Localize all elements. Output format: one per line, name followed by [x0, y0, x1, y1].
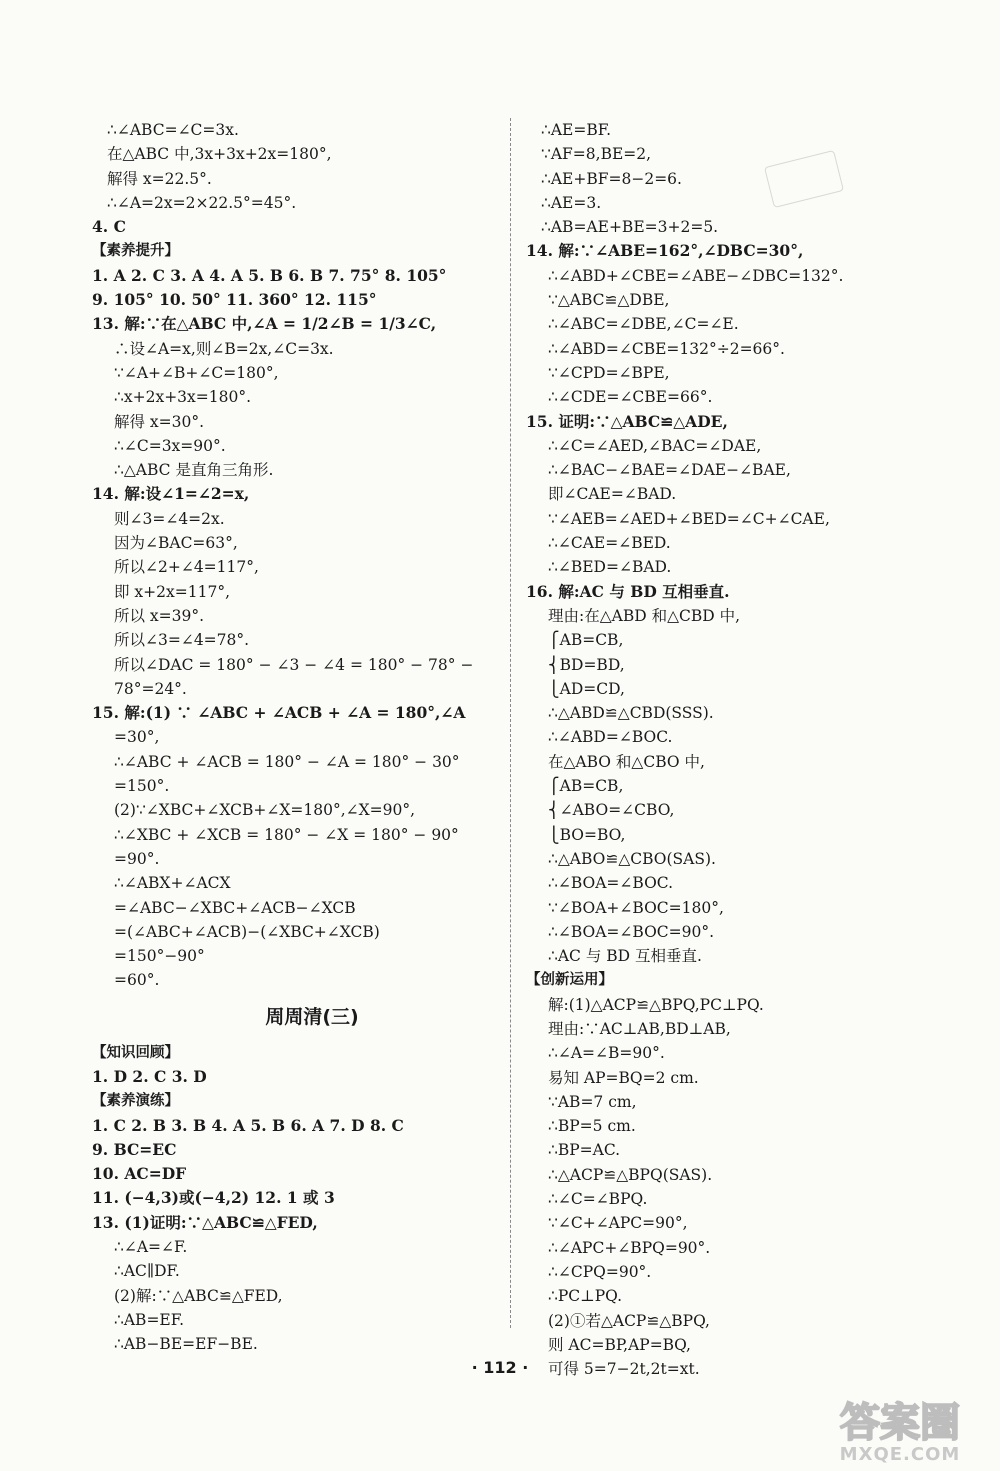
answer-line: ∴△ABO≌△CBO(SAS).: [548, 849, 716, 868]
answer-line: ∴△ABD≌△CBD(SSS).: [548, 704, 714, 723]
answer-line: ∴AC 与 BD 互相垂直.: [548, 947, 702, 966]
answer-line: ∴∠ABC + ∠ACB = 180° − ∠A = 180° − 30°: [114, 752, 460, 771]
answer-line: 15. 解:(1) ∵ ∠ABC + ∠ACB + ∠A = 180°,∠A: [92, 703, 466, 723]
answer-line: ∴∠CAE=∠BED.: [548, 534, 671, 553]
answer-line: 【素养提升】: [92, 243, 179, 260]
answer-line: 【素养演练】: [92, 1093, 179, 1110]
answer-line: 所以∠2+∠4=117°,: [114, 558, 259, 577]
answer-line: ∴∠ABC=∠C=3x.: [107, 121, 239, 139]
answer-line: ∵∠AEB=∠AED+∠BED=∠C+∠CAE,: [548, 509, 830, 528]
answer-line: 理由:在△ABD 和△CBD 中,: [548, 606, 741, 625]
answer-line: ⎧AB=CB,: [548, 631, 624, 650]
answer-line: (2)∵∠XBC+∠XCB+∠X=180°,∠X=90°,: [114, 801, 416, 820]
answer-line: ⎩AD=CD,: [548, 679, 625, 698]
answer-line: 14. 解:∵∠ABE=162°,∠DBC=30°,: [526, 241, 804, 261]
watermark-url: MXQE.COM: [839, 1444, 961, 1465]
answer-line: ∴∠BED=∠BAD.: [548, 558, 672, 577]
answer-line: ∴AE=BF.: [541, 121, 612, 139]
answer-line: ∴BP=5 cm.: [548, 1117, 636, 1136]
answer-line: ∴∠C=∠BPQ.: [548, 1190, 648, 1209]
answer-line: =90°.: [114, 849, 160, 868]
answer-line: ∴AE+BF=8−2=6.: [541, 169, 682, 188]
answer-line: ∴∠CDE=∠CBE=66°.: [548, 388, 713, 407]
left-column: [92, 118, 492, 1357]
answer-line: ∴∠BAC−∠BAE=∠DAE−∠BAE,: [548, 461, 791, 480]
answer-line: 即 x+2x=117°,: [114, 582, 231, 601]
left-answer-block: [92, 118, 492, 993]
answer-line: ⎨BD=BD,: [548, 655, 625, 674]
answer-line: ∵∠CPD=∠BPE,: [548, 363, 670, 382]
answer-line: ⎩BO=BO,: [548, 825, 626, 844]
answer-line: ∴∠BOA=∠BOC.: [548, 874, 674, 893]
answer-line: ∴∠ABC=∠DBE,∠C=∠E.: [548, 315, 739, 334]
answer-line: =(∠ABC+∠ACB)−(∠XBC+∠XCB): [114, 922, 380, 941]
answer-line: 13. 解:∵在△ABC 中,∠A = 1/2∠B = 1/3∠C,: [92, 314, 437, 334]
answer-line: ∴∠XBC + ∠XCB = 180° − ∠X = 180° − 90°: [114, 825, 459, 844]
answer-line: 14. 解:设∠1=∠2=x,: [92, 484, 250, 504]
answer-line: 因为∠BAC=63°,: [114, 534, 238, 553]
answer-line: 4. C: [92, 217, 126, 237]
answer-line: ∵AF=8,BE=2,: [541, 145, 652, 164]
answer-line: 在△ABO 和△CBO 中,: [548, 752, 705, 771]
answer-line: ∴BP=AC.: [548, 1141, 621, 1160]
answer-line: ∴△ACP≌△BPQ(SAS).: [548, 1165, 713, 1184]
answer-line: 所以 x=39°.: [114, 606, 205, 625]
answer-line: ⎨∠ABO=∠CBO,: [548, 801, 675, 820]
answer-line: 10. AC=DF: [92, 1164, 187, 1184]
answer-line: ∵∠BOA+∠BOC=180°,: [548, 898, 724, 917]
answer-line: 所以∠3=∠4=78°.: [114, 631, 250, 650]
answer-line: =60°.: [114, 971, 160, 990]
answer-line: ∴∠ABD+∠CBE=∠ABE−∠DBC=132°.: [548, 266, 844, 285]
right-column: [526, 118, 946, 1381]
answer-line: (2)①若△ACP≌△BPQ,: [548, 1311, 710, 1330]
answer-line: ∵△ABC≌△DBE,: [548, 291, 670, 310]
answer-line: ∴∠APC+∠BPQ=90°.: [548, 1238, 711, 1257]
answer-line: 15. 证明:∵△ABC≌△ADE,: [526, 411, 728, 431]
answer-line: ∴∠A=∠B=90°.: [548, 1044, 665, 1063]
answer-line: ∵∠C+∠APC=90°,: [548, 1214, 688, 1233]
answer-line: 13. (1)证明:∵△ABC≌△FED,: [92, 1212, 318, 1232]
answer-line: 解得 x=30°.: [114, 412, 205, 431]
column-divider: [510, 118, 511, 1328]
answer-line: 1. A 2. C 3. A 4. A 5. B 6. B 7. 75° 8. 105°: [92, 265, 447, 285]
answer-line: 1. D 2. C 3. D: [92, 1066, 207, 1086]
answer-line: ∴AB=EF.: [114, 1310, 185, 1329]
answer-line: 可得 5=7−2t,2t=xt.: [548, 1360, 700, 1379]
answer-line: (2)解:∵△ABC≌△FED,: [114, 1286, 283, 1305]
answer-line: ∴PC⊥PQ.: [548, 1287, 623, 1306]
answer-line: 理由:∵AC⊥AB,BD⊥AB,: [548, 1019, 731, 1038]
answer-line: =150°.: [114, 777, 170, 796]
answer-line: ⎧AB=CB,: [548, 777, 624, 796]
answer-line: =150°−90°: [114, 947, 205, 966]
answer-line: 则 AC=BP,AP=BQ,: [548, 1335, 691, 1354]
watermark-logo-text: 答案圈: [840, 1400, 960, 1446]
answer-line: ∴AE=3.: [541, 193, 602, 212]
answer-line: ∴∠A=∠F.: [114, 1238, 188, 1257]
answer-line: =∠ABC−∠XBC+∠ACB−∠XCB: [114, 898, 356, 917]
answer-line: ∴∠ABD=∠CBE=132°÷2=66°.: [548, 339, 785, 358]
answer-line: ∴x+2x+3x=180°.: [114, 388, 252, 407]
answer-line: 1. C 2. B 3. B 4. A 5. B 6. A 7. D 8. C: [92, 1115, 404, 1135]
answer-line: ∴设∠A=x,则∠B=2x,∠C=3x.: [114, 339, 334, 358]
answer-line: 解得 x=22.5°.: [107, 169, 212, 188]
answer-line: 所以∠DAC = 180° − ∠3 − ∠4 = 180° − 78° −: [114, 655, 474, 674]
answer-line: 【创新运用】: [526, 972, 613, 989]
answer-line: ∴AB=AE+BE=3+2=5.: [541, 218, 719, 237]
page-number: · 112 ·: [471, 1358, 529, 1377]
section-title: 周周清(三): [265, 1005, 359, 1028]
answer-line: ∵∠A+∠B+∠C=180°,: [114, 363, 279, 382]
answer-line: 9. 105° 10. 50° 11. 360° 12. 115°: [92, 290, 377, 310]
answer-line: ∴∠A=2x=2×22.5°=45°.: [107, 193, 297, 212]
answer-line: 16. 解:AC 与 BD 互相垂直.: [526, 581, 730, 601]
answer-line: 9. BC=EC: [92, 1139, 177, 1159]
answer-line: 解:(1)△ACP≌△BPQ,PC⊥PQ.: [548, 995, 764, 1014]
answer-line: 易知 AP=BQ=2 cm.: [548, 1068, 699, 1087]
watermark-logo: [820, 1392, 980, 1448]
answer-line: ∴∠BOA=∠BOC=90°.: [548, 922, 715, 941]
answer-line: 即∠CAE=∠BAD.: [548, 485, 677, 504]
answer-line: ∴AC∥DF.: [114, 1262, 180, 1281]
answer-line: ∴△ABC 是直角三角形.: [114, 461, 274, 480]
answer-line: 在△ABC 中,3x+3x+2x=180°,: [107, 145, 332, 164]
answer-line: ∴∠ABD=∠BOC.: [548, 728, 673, 747]
answer-line: 11. (−4,3)或(−4,2) 12. 1 或 3: [92, 1188, 335, 1208]
answer-line: ∴∠ABX+∠ACX: [114, 874, 231, 893]
answer-line: 则∠3=∠4=2x.: [114, 509, 225, 528]
answer-line: 【知识回顾】: [92, 1044, 179, 1061]
answer-line: =30°,: [114, 728, 160, 747]
answer-line: ∴∠CPQ=90°.: [548, 1262, 652, 1281]
answer-line: ∴∠C=3x=90°.: [114, 436, 226, 455]
answer-line: 78°=24°.: [114, 679, 187, 698]
answer-line: ∵AB=7 cm,: [548, 1092, 637, 1111]
left-answer-block-2: [92, 1041, 492, 1357]
answer-line: ∴AB−BE=EF−BE.: [114, 1335, 258, 1354]
answer-line: ∴∠C=∠AED,∠BAC=∠DAE,: [548, 436, 762, 455]
